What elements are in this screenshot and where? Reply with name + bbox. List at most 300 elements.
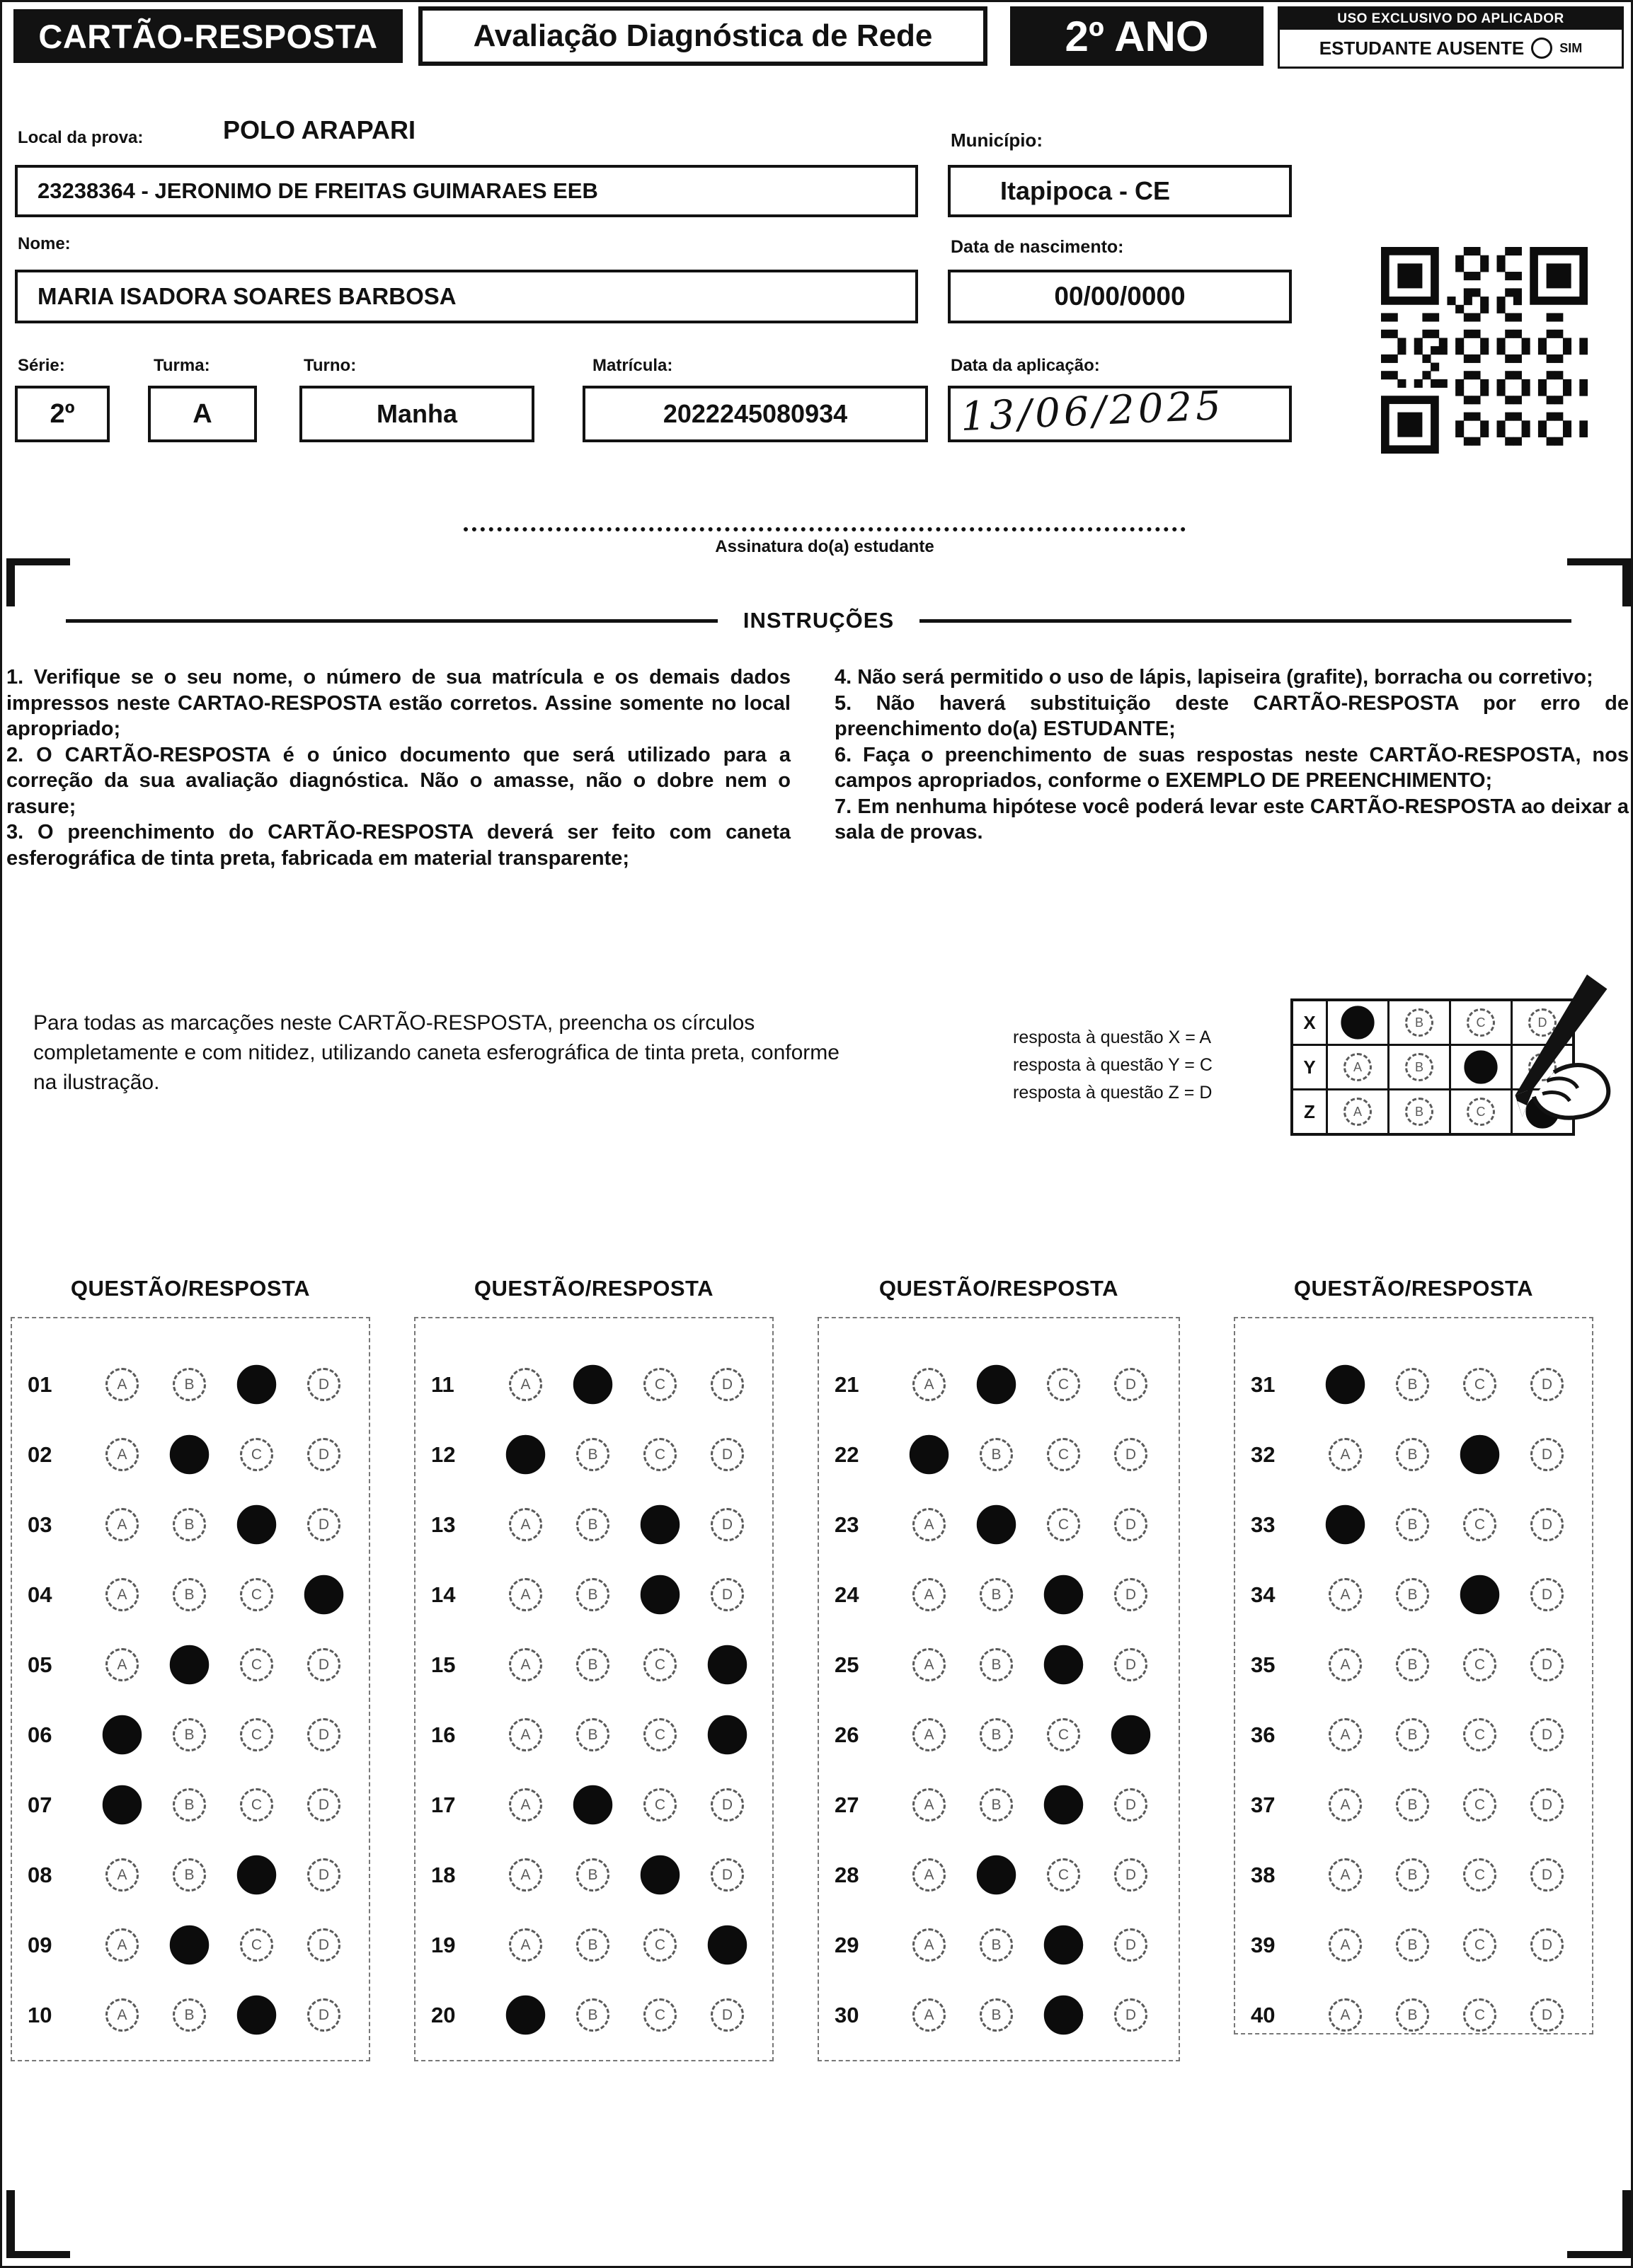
instruction-item: 4. Não será permitido o uso de lápis, lapiseira (grafite), borracha ou corretivo; — [835, 666, 1593, 689]
answer-bubble-b-filled[interactable] — [977, 1505, 1016, 1544]
answer-bubble-d[interactable]: D — [1530, 1998, 1564, 2032]
example-cell — [1390, 1090, 1451, 1133]
answer-bubble-c[interactable]: C — [1463, 1788, 1496, 1821]
question-number: 17 — [431, 1792, 456, 1817]
answer-bubble-c[interactable]: C — [643, 1368, 677, 1401]
answer-bubble-b[interactable]: B — [576, 1508, 609, 1541]
answer-bubble-c[interactable]: C — [643, 1648, 677, 1681]
question-number: 10 — [28, 2002, 52, 2027]
answer-bubble-c[interactable]: C — [1463, 1368, 1496, 1401]
question-row — [1235, 1980, 1592, 2050]
answer-bubble-d[interactable]: D — [1114, 1368, 1147, 1401]
answer-bubble-c[interactable]: C — [240, 1648, 273, 1681]
question-row — [819, 1420, 1179, 1490]
answer-bubble-d[interactable]: D — [1114, 1858, 1147, 1892]
answer-bubble-c-filled[interactable] — [641, 1575, 680, 1614]
question-row — [416, 1560, 772, 1630]
answer-bubble-d[interactable]: D — [307, 1508, 340, 1541]
answer-bubble-a[interactable]: A — [509, 1858, 542, 1892]
aplicacao-label: Data da aplicação: — [951, 356, 1100, 375]
answer-bubble-c-filled[interactable] — [237, 1505, 276, 1544]
answer-bubble-b-filled[interactable] — [170, 1645, 209, 1684]
answer-bubble-b[interactable]: B — [1396, 1508, 1429, 1541]
question-row — [416, 1980, 772, 2050]
answer-bubble-d[interactable]: D — [711, 1508, 744, 1541]
answer-bubble-d[interactable]: D — [711, 1998, 744, 2032]
answer-bubble-b[interactable]: B — [173, 1998, 206, 2032]
question-number: 32 — [1251, 1441, 1276, 1467]
pen-hand-illustration — [1446, 970, 1633, 1149]
question-row — [819, 1560, 1179, 1630]
question-row — [1235, 1349, 1592, 1420]
answer-bubble-d[interactable]: D — [307, 1648, 340, 1681]
question-row — [1235, 1560, 1592, 1630]
answer-bubble-a-filled[interactable] — [1326, 1505, 1365, 1544]
example-bubble-b: B — [1405, 1098, 1433, 1126]
example-cell — [1390, 1001, 1451, 1044]
example-cell — [1328, 1001, 1390, 1044]
examiner-use-box — [1278, 6, 1624, 69]
answer-bubble-d[interactable]: D — [711, 1858, 744, 1892]
instructions-title: INSTRUÇÕES — [743, 608, 895, 633]
answer-bubble-c[interactable]: C — [1463, 1928, 1496, 1962]
answer-bubble-a[interactable]: A — [509, 1928, 542, 1962]
answer-bubble-d-filled[interactable] — [708, 1715, 747, 1754]
answer-bubble-c-filled[interactable] — [237, 1365, 276, 1404]
answer-bubble-d[interactable]: D — [711, 1578, 744, 1611]
answer-bubble-d[interactable]: D — [1530, 1508, 1564, 1541]
question-number: 37 — [1251, 1792, 1276, 1817]
question-number: 29 — [835, 1932, 859, 1957]
answer-bubble-c[interactable]: C — [240, 1788, 273, 1821]
answer-bubble-c[interactable]: C — [643, 1788, 677, 1821]
answer-bubble-a[interactable]: A — [912, 1858, 946, 1892]
turma-field: A — [148, 386, 257, 442]
student-absent-circle[interactable] — [1531, 38, 1552, 59]
question-row — [819, 1490, 1179, 1560]
question-number: 40 — [1251, 2002, 1276, 2027]
question-number: 11 — [431, 1371, 454, 1397]
question-row — [12, 1420, 369, 1490]
answer-bubble-d[interactable]: D — [1114, 1648, 1147, 1681]
answer-bubble-a[interactable]: A — [912, 1578, 946, 1611]
answer-bubble-a-filled[interactable] — [103, 1785, 142, 1824]
answer-bubble-d[interactable]: D — [1114, 1788, 1147, 1821]
question-number: 03 — [28, 1512, 52, 1537]
answer-bubble-d[interactable]: D — [307, 1858, 340, 1892]
answer-bubble-b[interactable]: B — [1396, 1928, 1429, 1962]
answer-block — [11, 1317, 370, 2061]
answer-bubble-b[interactable]: B — [173, 1718, 206, 1751]
answer-bubble-d[interactable]: D — [1530, 1718, 1564, 1751]
question-number: 22 — [835, 1441, 859, 1467]
question-number: 14 — [431, 1582, 456, 1607]
answer-bubble-c[interactable]: C — [643, 1928, 677, 1962]
question-row — [416, 1490, 772, 1560]
handwritten-date: 13/06/2025 — [959, 382, 1226, 440]
example-cell — [1328, 1046, 1390, 1088]
question-number: 21 — [835, 1371, 859, 1397]
example-caption: resposta à questão X = A — [1013, 1027, 1212, 1047]
answer-bubble-d-filled[interactable] — [304, 1575, 343, 1614]
answer-bubble-d[interactable]: D — [1114, 1578, 1147, 1611]
answer-bubble-d[interactable]: D — [1530, 1368, 1564, 1401]
answer-block — [1234, 1317, 1593, 2034]
answer-bubble-b-filled[interactable] — [170, 1435, 209, 1474]
question-number: 23 — [835, 1512, 859, 1537]
answer-bubble-a[interactable]: A — [509, 1788, 542, 1821]
corner-mark-top-left — [6, 558, 70, 606]
question-number: 27 — [835, 1792, 859, 1817]
answer-bubble-d[interactable]: D — [307, 1718, 340, 1751]
answer-bubble-b[interactable]: B — [173, 1858, 206, 1892]
question-row — [819, 1910, 1179, 1980]
answer-bubble-b-filled[interactable] — [573, 1785, 612, 1824]
answer-bubble-a[interactable]: A — [105, 1998, 139, 2032]
question-row — [12, 1910, 369, 1980]
answer-bubble-d[interactable]: D — [307, 1368, 340, 1401]
instruction-item: 3. O preenchimento do CARTÃO-RESPOSTA deverá ser feito com caneta esferográfica de tinta preta, fabricada em material transparente; — [6, 821, 791, 870]
student-absent-row — [1280, 30, 1622, 67]
nome-field: MARIA ISADORA SOARES BARBOSA — [15, 270, 918, 323]
answer-bubble-a[interactable]: A — [1329, 1998, 1362, 2032]
turno-field: Manha — [299, 386, 534, 442]
answer-bubble-d[interactable]: D — [1530, 1438, 1564, 1471]
instruction-item: 7. Em nenhuma hipótese você poderá levar este CARTÃO-RESPOSTA ao deixar a sala de provas. — [835, 795, 1629, 844]
answer-bubble-c-filled[interactable] — [641, 1505, 680, 1544]
example-bubble-d: D — [1528, 1008, 1557, 1037]
grade-badge: 2º ANO — [1010, 6, 1264, 66]
answer-bubble-a[interactable]: A — [105, 1438, 139, 1471]
instruction-item: 6. Faça o preenchimento de suas respostas neste CARTÃO-RESPOSTA, nos campos apropriados, conforme o EXEMPLO DE PREENCHIMENTO; — [835, 743, 1629, 793]
answer-bubble-a-filled[interactable] — [1326, 1365, 1365, 1404]
answer-bubble-a-filled[interactable] — [910, 1435, 949, 1474]
local-value: POLO ARAPARI — [223, 115, 416, 144]
answer-bubble-c-filled[interactable] — [641, 1855, 680, 1894]
example-caption: resposta à questão Y = C — [1013, 1054, 1213, 1075]
answer-bubble-b[interactable]: B — [1396, 1438, 1429, 1471]
question-number: 09 — [28, 1932, 52, 1957]
answer-bubble-a[interactable]: A — [1329, 1438, 1362, 1471]
example-bubble-b: B — [1405, 1053, 1433, 1081]
answer-bubble-a[interactable]: A — [105, 1648, 139, 1681]
answer-bubble-b-filled[interactable] — [977, 1855, 1016, 1894]
answer-bubble-c[interactable]: C — [643, 1718, 677, 1751]
question-row — [12, 1630, 369, 1700]
answer-bubble-c[interactable]: C — [1047, 1858, 1080, 1892]
answer-bubble-b[interactable]: B — [173, 1788, 206, 1821]
answer-bubble-b[interactable]: B — [173, 1508, 206, 1541]
qr-code-svg — [1381, 247, 1588, 454]
question-row — [12, 1349, 369, 1420]
question-row — [416, 1349, 772, 1420]
answer-bubble-b[interactable]: B — [980, 1718, 1013, 1751]
question-number: 34 — [1251, 1582, 1276, 1607]
answer-bubble-b[interactable]: B — [980, 1788, 1013, 1821]
answer-bubble-a[interactable]: A — [912, 1998, 946, 2032]
question-number: 06 — [28, 1722, 52, 1747]
question-row — [416, 1420, 772, 1490]
answer-bubble-b[interactable]: B — [173, 1578, 206, 1611]
example-row-label: Y — [1293, 1046, 1328, 1088]
answer-bubble-c[interactable]: C — [1463, 1718, 1496, 1751]
answer-bubble-c-filled[interactable] — [1460, 1575, 1499, 1614]
answer-bubble-c[interactable]: C — [1463, 1508, 1496, 1541]
answer-bubble-c[interactable]: C — [643, 1998, 677, 2032]
question-row — [819, 1980, 1179, 2050]
example-bubble-b: B — [1405, 1008, 1433, 1037]
question-number: 04 — [28, 1582, 52, 1607]
answer-bubble-d[interactable]: D — [307, 1788, 340, 1821]
answer-bubble-b-filled[interactable] — [977, 1365, 1016, 1404]
question-number: 33 — [1251, 1512, 1276, 1537]
example-bubble-c: C — [1467, 1008, 1495, 1037]
answer-bubble-a[interactable]: A — [105, 1508, 139, 1541]
signature-label: Assinatura do(a) estudante — [715, 537, 934, 556]
answer-bubble-d[interactable]: D — [307, 1928, 340, 1962]
answer-bubble-d[interactable]: D — [1530, 1578, 1564, 1611]
answer-bubble-a[interactable]: A — [105, 1578, 139, 1611]
nascimento-field: 00/00/0000 — [948, 270, 1292, 323]
question-row — [12, 1840, 369, 1910]
answer-bubble-a[interactable]: A — [1329, 1648, 1362, 1681]
question-row — [1235, 1490, 1592, 1560]
answer-bubble-a[interactable]: A — [912, 1788, 946, 1821]
turma-label: Turma: — [154, 356, 210, 375]
answer-bubble-a[interactable]: A — [1329, 1578, 1362, 1611]
question-number: 02 — [28, 1441, 52, 1467]
answer-bubble-c[interactable]: C — [240, 1928, 273, 1962]
answer-bubble-a[interactable]: A — [105, 1368, 139, 1401]
example-row-label: Z — [1293, 1090, 1328, 1133]
matricula-label: Matrícula: — [592, 356, 673, 375]
answer-bubble-b-filled[interactable] — [170, 1926, 209, 1964]
question-number: 28 — [835, 1862, 859, 1887]
answer-bubble-c[interactable]: C — [240, 1578, 273, 1611]
answer-bubble-c[interactable]: C — [1463, 1648, 1496, 1681]
answer-bubble-d[interactable]: D — [1114, 1508, 1147, 1541]
answer-bubble-d[interactable]: D — [1114, 1998, 1147, 2032]
answer-block — [414, 1317, 774, 2061]
answer-bubble-a[interactable]: A — [1329, 1718, 1362, 1751]
question-row — [12, 1770, 369, 1840]
question-row — [12, 1560, 369, 1630]
answer-bubble-c-filled[interactable] — [1044, 1785, 1083, 1824]
instruction-item: 5. Não haverá substituição deste CARTÃO-RESPOSTA por erro de preenchimento do(a) ESTUDANTE; — [835, 691, 1629, 741]
answer-bubble-a[interactable]: A — [509, 1368, 542, 1401]
example-bubble-a: A — [1343, 1053, 1372, 1081]
answer-bubble-b[interactable]: B — [980, 1928, 1013, 1962]
corner-mark-bottom-right — [1567, 2190, 1631, 2258]
answer-bubble-c[interactable]: C — [1463, 1998, 1496, 2032]
answer-block — [818, 1317, 1180, 2061]
answer-bubble-a[interactable]: A — [912, 1928, 946, 1962]
aplicacao-field — [948, 382, 1292, 442]
answers-header-2: QUESTÃO/RESPOSTA — [474, 1276, 714, 1301]
answer-bubble-c[interactable]: C — [1047, 1508, 1080, 1541]
answer-bubble-b[interactable]: B — [1396, 1858, 1429, 1892]
answer-bubble-c-filled[interactable] — [1044, 1645, 1083, 1684]
instruction-item: 1. Verifique se o seu nome, o número de sua matrícula e os demais dados impressos neste CARTAO-RESPOSTA estão corretos. Assine somente no local apropriado; — [6, 666, 791, 741]
question-number: 01 — [28, 1371, 52, 1397]
answer-bubble-b[interactable]: B — [1396, 1998, 1429, 2032]
question-row — [819, 1700, 1179, 1770]
answer-bubble-c[interactable]: C — [240, 1718, 273, 1751]
answer-bubble-a-filled[interactable] — [103, 1715, 142, 1754]
question-number: 19 — [431, 1932, 456, 1957]
fill-notice: Para todas as marcações neste CARTÃO-RESPOSTA, preencha os círculos completamente e com nitidez, utilizando caneta esferográfica de tinta preta, conforme na ilustração. — [33, 1011, 840, 1094]
question-number: 12 — [431, 1441, 456, 1467]
school-field: 23238364 - JERONIMO DE FREITAS GUIMARAES EEB — [15, 165, 918, 217]
answer-bubble-d[interactable]: D — [711, 1368, 744, 1401]
answer-bubble-c-filled[interactable] — [1044, 1996, 1083, 2034]
answer-bubble-c[interactable]: C — [240, 1438, 273, 1471]
answer-bubble-a[interactable]: A — [1329, 1788, 1362, 1821]
answer-bubble-a[interactable]: A — [105, 1928, 139, 1962]
question-row — [416, 1700, 772, 1770]
question-row — [416, 1770, 772, 1840]
answer-bubble-d-filled[interactable] — [1111, 1715, 1150, 1754]
question-row — [12, 1490, 369, 1560]
question-row — [819, 1770, 1179, 1840]
question-number: 05 — [28, 1652, 52, 1677]
turno-label: Turno: — [304, 356, 357, 375]
answer-bubble-c-filled[interactable] — [237, 1855, 276, 1894]
question-number: 13 — [431, 1512, 456, 1537]
answer-bubble-b[interactable]: B — [1396, 1718, 1429, 1751]
answer-bubble-d[interactable]: D — [1114, 1438, 1147, 1471]
answer-bubble-b[interactable]: B — [980, 1438, 1013, 1471]
signature-line[interactable] — [464, 527, 1186, 531]
answer-bubble-a[interactable]: A — [509, 1718, 542, 1751]
answer-bubble-c[interactable]: C — [643, 1438, 677, 1471]
example-row-label: X — [1293, 1001, 1328, 1044]
answer-bubble-b[interactable]: B — [1396, 1788, 1429, 1821]
student-absent-label: ESTUDANTE AUSENTE — [1319, 37, 1525, 59]
question-row — [12, 1700, 369, 1770]
question-row — [416, 1630, 772, 1700]
municipio-label: Município: — [951, 129, 1043, 151]
question-number: 24 — [835, 1582, 859, 1607]
answer-bubble-a[interactable]: A — [509, 1648, 542, 1681]
answer-bubble-d[interactable]: D — [711, 1438, 744, 1471]
answer-bubble-b[interactable]: B — [576, 1578, 609, 1611]
question-row — [1235, 1840, 1592, 1910]
question-number: 07 — [28, 1792, 52, 1817]
answer-bubble-b[interactable]: B — [1396, 1648, 1429, 1681]
answer-bubble-c-filled[interactable] — [1044, 1926, 1083, 1964]
question-row — [1235, 1420, 1592, 1490]
answer-bubble-d[interactable]: D — [711, 1788, 744, 1821]
answer-bubble-b[interactable]: B — [576, 1718, 609, 1751]
question-number: 16 — [431, 1722, 456, 1747]
matricula-field: 2022245080934 — [583, 386, 928, 442]
answer-bubble-b[interactable]: B — [576, 1998, 609, 2032]
answer-bubble-c[interactable]: C — [1463, 1858, 1496, 1892]
municipio-field: Itapipoca - CE — [948, 165, 1292, 217]
question-number: 38 — [1251, 1862, 1276, 1887]
answer-bubble-b[interactable]: B — [980, 1578, 1013, 1611]
instruction-item: 2. O CARTÃO-RESPOSTA é o único documento que será utilizado para a correção da sua avaliação diagnóstica. Não o amasse, não o dobre nem o rasure; — [6, 743, 791, 818]
instructions-header — [66, 608, 1571, 633]
answer-bubble-a[interactable]: A — [912, 1368, 946, 1401]
answer-bubble-b-filled[interactable] — [573, 1365, 612, 1404]
example-captions — [1013, 1024, 1213, 1106]
answer-bubble-a[interactable]: A — [1329, 1928, 1362, 1962]
answer-bubble-d[interactable]: D — [1530, 1648, 1564, 1681]
instructions-left — [6, 664, 791, 871]
answer-bubble-a[interactable]: A — [1329, 1858, 1362, 1892]
answer-bubble-d[interactable]: D — [1530, 1788, 1564, 1821]
rule-left — [66, 619, 718, 623]
answer-bubble-b[interactable]: B — [576, 1648, 609, 1681]
qr-code — [1381, 247, 1588, 454]
question-row — [12, 1980, 369, 2050]
answer-bubble-a[interactable]: A — [912, 1648, 946, 1681]
answer-bubble-c-filled[interactable] — [1044, 1575, 1083, 1614]
answers-header-3: QUESTÃO/RESPOSTA — [878, 1276, 1119, 1301]
nome-label: Nome: — [18, 234, 71, 253]
example-caption: resposta à questão Z = D — [1013, 1082, 1213, 1103]
answer-bubble-b[interactable]: B — [576, 1858, 609, 1892]
answer-bubble-a[interactable]: A — [912, 1508, 946, 1541]
answer-bubble-d[interactable]: D — [1530, 1858, 1564, 1892]
answer-bubble-d[interactable]: D — [1114, 1928, 1147, 1962]
answer-bubble-c-filled[interactable] — [1460, 1435, 1499, 1474]
answer-bubble-d-filled[interactable] — [708, 1645, 747, 1684]
question-row — [1235, 1770, 1592, 1840]
question-row — [819, 1349, 1179, 1420]
local-label: Local da prova: — [18, 128, 144, 147]
answer-bubble-b[interactable]: B — [576, 1928, 609, 1962]
answer-bubble-b[interactable]: B — [980, 1998, 1013, 2032]
rule-right — [919, 619, 1571, 623]
question-row — [416, 1910, 772, 1980]
assessment-title: Avaliação Diagnóstica de Rede — [418, 6, 987, 66]
question-number: 26 — [835, 1722, 859, 1747]
answer-bubble-a[interactable]: A — [105, 1858, 139, 1892]
answer-bubble-d-filled[interactable] — [708, 1926, 747, 1964]
serie-label: Série: — [18, 356, 65, 375]
answer-bubble-b[interactable]: B — [1396, 1368, 1429, 1401]
answer-bubble-d[interactable]: D — [1530, 1928, 1564, 1962]
answer-bubble-a-filled[interactable] — [506, 1435, 545, 1474]
question-row — [1235, 1700, 1592, 1770]
sheet-title: CARTÃO-RESPOSTA — [13, 9, 403, 63]
answer-bubble-b[interactable]: B — [576, 1438, 609, 1471]
answer-bubble-a[interactable]: A — [509, 1578, 542, 1611]
answer-bubble-a[interactable]: A — [912, 1718, 946, 1751]
answer-bubble-c[interactable]: C — [1047, 1718, 1080, 1751]
example-bubble-c: C — [1467, 1098, 1495, 1126]
question-number: 35 — [1251, 1652, 1276, 1677]
example-bubble-a: A — [1343, 1098, 1372, 1126]
question-row — [1235, 1630, 1592, 1700]
answer-bubble-d[interactable]: D — [307, 1438, 340, 1471]
answer-bubble-c[interactable]: C — [1047, 1368, 1080, 1401]
answer-bubble-b[interactable]: B — [1396, 1578, 1429, 1611]
answer-bubble-b[interactable]: B — [980, 1648, 1013, 1681]
pen-icon — [1446, 970, 1633, 1149]
student-absent-option: SIM — [1559, 40, 1583, 55]
answer-bubble-c[interactable]: C — [1047, 1438, 1080, 1471]
answer-bubble-a-filled[interactable] — [506, 1996, 545, 2034]
question-number: 30 — [835, 2002, 859, 2027]
answer-bubble-c-filled[interactable] — [237, 1996, 276, 2034]
answer-bubble-d[interactable]: D — [307, 1998, 340, 2032]
answer-bubble-a[interactable]: A — [509, 1508, 542, 1541]
answer-bubble-b[interactable]: B — [173, 1368, 206, 1401]
